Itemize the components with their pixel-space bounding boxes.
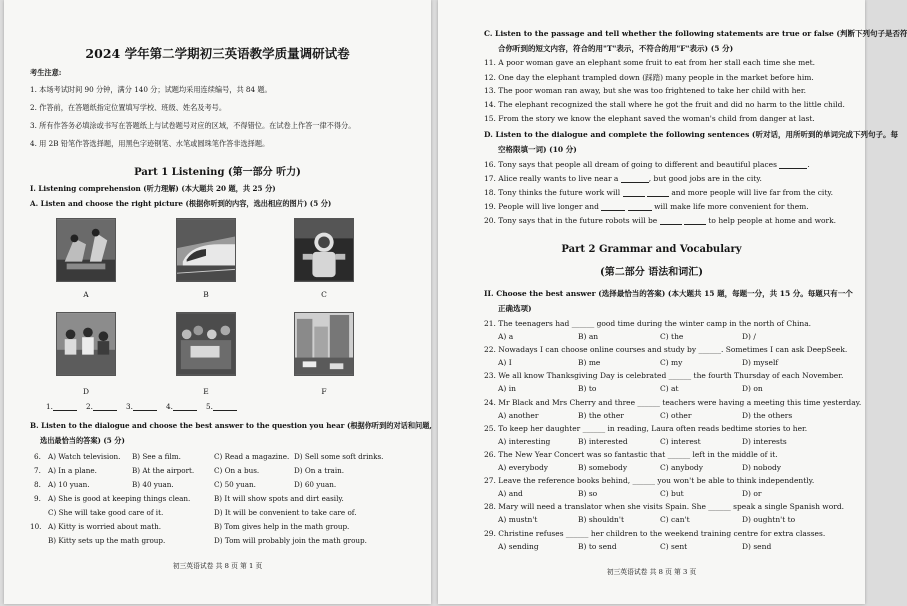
option-d-q27: D) or	[742, 489, 762, 499]
option-c-q26: C) anybody	[660, 463, 703, 472]
answer-num: 3.	[126, 402, 133, 411]
option-a-q29: A) sending	[498, 541, 539, 551]
answer-blank-2	[86, 402, 117, 411]
answer-num: 4.	[166, 402, 173, 411]
sentence-17: 17. Alice really wants to live near a , but good jobs are in the city.	[484, 174, 762, 183]
statement-15: 15. From the story we know the elephant saved the woman's child from danger at last.	[484, 114, 815, 123]
option-b: B) At the airport.	[132, 466, 195, 475]
section-d-heading: D. Listen to the dialogue and complete the following sentences (听对话，用所听到的单词完成下列句子。每	[484, 130, 898, 139]
option-a-q22: A) I	[498, 358, 512, 368]
option-a-q23: A) in	[498, 384, 516, 394]
picture-label-e: E	[203, 387, 209, 396]
option-b: B) See a film.	[132, 452, 181, 461]
answer-blank-1	[46, 402, 77, 411]
question-stem-21: 21. The teenagers had ______ good time during the winter camp in the north of China.	[484, 319, 812, 328]
exam-page-1	[4, 0, 431, 604]
page-footer: 初三英语试卷 共 8 页 第 1 页	[172, 562, 263, 570]
astronaut-photo	[295, 219, 353, 281]
question-stem-29: 29. Christine refuses ______ her children to the weekend training centre for extra classes.	[484, 528, 826, 538]
option-b-q27: B) so	[578, 489, 598, 499]
answer-blank-3	[126, 402, 157, 411]
sentence-18: 18. Tony thinks the future work will and more people will live far from the city.	[484, 188, 833, 197]
question-number: 10.	[30, 522, 42, 531]
page-footer: 初三英语试卷 共 8 页 第 3 页	[606, 568, 697, 576]
option-d-q24: D) the others	[742, 410, 793, 420]
question-number: 7.	[34, 466, 41, 475]
option-b: B) 40 yuan.	[132, 480, 174, 489]
option-c: B) Kitty sets up the math group.	[48, 536, 166, 545]
option-a-q25: A) interesting	[498, 436, 551, 446]
crowd-photo	[177, 313, 235, 375]
question-number: 9.	[34, 494, 41, 503]
statement-13: 13. The poor woman ran away, but she was too frightened to take her child with her.	[484, 86, 807, 95]
question-number: 6.	[34, 452, 41, 461]
option-b-q29: B) to send	[578, 541, 617, 551]
option-b-q26: B) somebody	[578, 463, 628, 472]
picture-label-a: A	[83, 290, 89, 299]
option-b: B) Tom gives help in the math group.	[214, 522, 350, 531]
robot-arms-photo	[57, 219, 115, 281]
option-d-q23: D) on	[742, 384, 763, 394]
question-number: 8.	[34, 480, 41, 489]
part2-subtitle: (第二部分 语法和词汇)	[600, 267, 703, 278]
option-a: A) 10 yuan.	[48, 480, 90, 489]
option-c: C) She will take good care of it.	[48, 508, 164, 517]
option-d-q26: D) nobody	[742, 463, 782, 472]
question-stem-23: 23. We all know Thanksgiving Day is celebrated ______ the fourth Thursday of each November.	[484, 371, 844, 381]
option-b-q23: B) to	[578, 384, 597, 394]
option-b: B) It will show spots and dirt easily.	[214, 494, 344, 503]
statement-12: 12. One day the elephant trampled down (踩踏) many people in the market before him.	[484, 73, 814, 82]
option-d-q21: D) /	[742, 332, 756, 341]
notice-2: 2. 作答前，在答题纸指定位置填写学校、班级、姓名及考号。	[30, 103, 227, 112]
answer-blank-4	[166, 402, 197, 411]
option-d: D) On a train.	[294, 466, 345, 475]
question-stem-27: 27. Leave the reference books behind, ______ you won't be able to think independently.	[484, 476, 815, 486]
exam-page-3	[438, 0, 907, 604]
high-speed-train-photo	[177, 219, 235, 281]
notice-4: 4. 用 2B 铅笔作答选择题，用黑色字迹钢笔、水笔或圆珠笔作答非选择题。	[30, 139, 270, 148]
option-a: A) Watch television.	[48, 452, 121, 461]
section-ii-heading-cont: 正确选项)	[498, 304, 532, 313]
option-c-q29: C) sent	[660, 541, 688, 551]
option-a: A) She is good at keeping things clean.	[48, 494, 191, 503]
option-c-q22: C) my	[660, 358, 683, 368]
option-a-q26: A) everybody	[498, 463, 549, 472]
option-d: D) It will be convenient to take care of.	[214, 508, 357, 517]
option-c: C) 50 yuan.	[214, 480, 256, 489]
question-stem-25: 25. To keep her daughter ______ in reading, Laura often reads bedtime stories to her.	[484, 423, 808, 433]
question-stem-22: 22. Nowadays I can choose online courses and study by ______. Sometimes I can ask DeepSeek.	[484, 345, 848, 355]
option-b-q22: B) me	[578, 358, 601, 368]
option-c-q21: C) the	[660, 332, 684, 341]
sentence-19: 19. People will live longer and will make life more convenient for them.	[484, 202, 809, 211]
sentence-16: 16. Tony says that people all dream of going to different and beautiful places .	[484, 160, 810, 169]
option-d-q28: D) oughtn't to	[742, 515, 796, 525]
option-c-q25: C) interest	[660, 436, 701, 446]
section-b-heading-cont: 选出最恰当的答案) (5 分)	[40, 436, 125, 445]
question-stem-28: 28. Mary will need a translator when she visits Spain. She ______ speak a single Spanish word.	[484, 502, 845, 512]
option-a: A) Kitty is worried about math.	[48, 522, 162, 531]
city-street-photo	[295, 313, 353, 375]
option-c: C) Read a magazine.	[214, 452, 290, 461]
picture-label-c: C	[321, 290, 327, 299]
part1-title: Part 1 Listening (第一部分 听力)	[134, 167, 301, 178]
office-people-photo	[57, 313, 115, 375]
statement-11: 11. A poor woman gave an elephant some fruit to eat from her stall each time she met.	[484, 58, 816, 67]
section-c-heading: C. Listen to the passage and tell whether the following statements are true or false (判断下列句子是否符	[484, 29, 907, 38]
option-c-q27: C) but	[660, 489, 684, 499]
option-a-q28: A) mustn't	[498, 515, 538, 525]
statement-14: 14. The elephant recognized the stall where he got the fruit and did no harm to the little child.	[484, 100, 845, 109]
answer-num: 2.	[86, 402, 93, 411]
picture-f	[294, 312, 354, 376]
picture-b	[176, 218, 236, 282]
option-a-q21: A) a	[498, 332, 514, 341]
option-b-q24: B) the other	[578, 410, 624, 420]
notice-3: 3. 所有作答务必填涂或书写在答题纸上与试卷题号对应的区域，不得错位。在试卷上作答一律不得分。	[30, 121, 356, 130]
option-d: D) Sell some soft drinks.	[294, 452, 384, 461]
picture-e	[176, 312, 236, 376]
picture-label-b: B	[203, 290, 209, 299]
option-a: A) In a plane.	[48, 466, 97, 475]
picture-label-d: D	[82, 387, 89, 396]
picture-label-f: F	[321, 387, 327, 396]
sentence-20: 20. Tony says that in the future robots will be to help people at home and work.	[484, 216, 837, 225]
answer-blank-5	[206, 402, 237, 411]
section-1-heading: I. Listening comprehension (听力理解) (本大题共 20 题，共 25 分)	[30, 184, 276, 193]
option-d-q29: D) send	[742, 541, 772, 551]
picture-c	[294, 218, 354, 282]
option-c-q23: C) at	[660, 384, 679, 394]
option-b-q25: B) interested	[578, 436, 628, 446]
option-c: C) On a bus.	[214, 466, 260, 475]
option-d-q25: D) interests	[742, 436, 787, 446]
option-d: D) Tom will probably join the math group.	[214, 536, 367, 545]
option-a-q24: A) another	[498, 410, 539, 420]
section-c-heading-cont: 合你听到的短文内容，符合的用"T"表示，不符合的用"F"表示) (5 分)	[498, 44, 734, 53]
option-b-q21: B) an	[578, 332, 599, 341]
notice-heading: 考生注意:	[30, 68, 62, 77]
answer-num: 1.	[46, 402, 53, 411]
option-b-q28: B) shouldn't	[578, 515, 624, 525]
section-ii-heading: II. Choose the best answer (选择最恰当的答案) (本大题共 15 题，每题一分，共 15 分。每题只有一个	[484, 289, 853, 298]
notice-1: 1. 本场考试时间 90 分钟，满分 140 分；试题均采用连续编号，共 84 题。	[30, 85, 272, 94]
picture-d	[56, 312, 116, 376]
option-d-q22: D) myself	[742, 358, 779, 368]
question-stem-24: 24. Mr Black and Mrs Cherry and three ______ teachers were having a meeting this time yesterday.	[484, 397, 862, 407]
exam-title: 2024 学年第二学期初三英语教学质量调研试卷	[85, 46, 350, 61]
option-a-q27: A) and	[498, 489, 523, 499]
answer-num: 5.	[206, 402, 213, 411]
picture-a	[56, 218, 116, 282]
option-c-q24: C) other	[660, 410, 692, 420]
part2-title: Part 2 Grammar and Vocabulary	[561, 244, 742, 255]
section-b-heading: B. Listen to the dialogue and choose the best answer to the question you hear (根据你听到的对话和问题,	[30, 421, 432, 430]
section-a-heading: A. Listen and choose the right picture (根据你听到的内容，选出相应的图片) (5 分)	[30, 199, 332, 208]
section-d-heading-cont: 空格限填一词) (10 分)	[498, 145, 577, 154]
option-d: D) 60 yuan.	[294, 480, 337, 489]
question-stem-26: 26. The New Year Concert was so fantastic that ______ left in the middle of it.	[484, 450, 778, 459]
option-c-q28: C) can't	[660, 515, 690, 525]
